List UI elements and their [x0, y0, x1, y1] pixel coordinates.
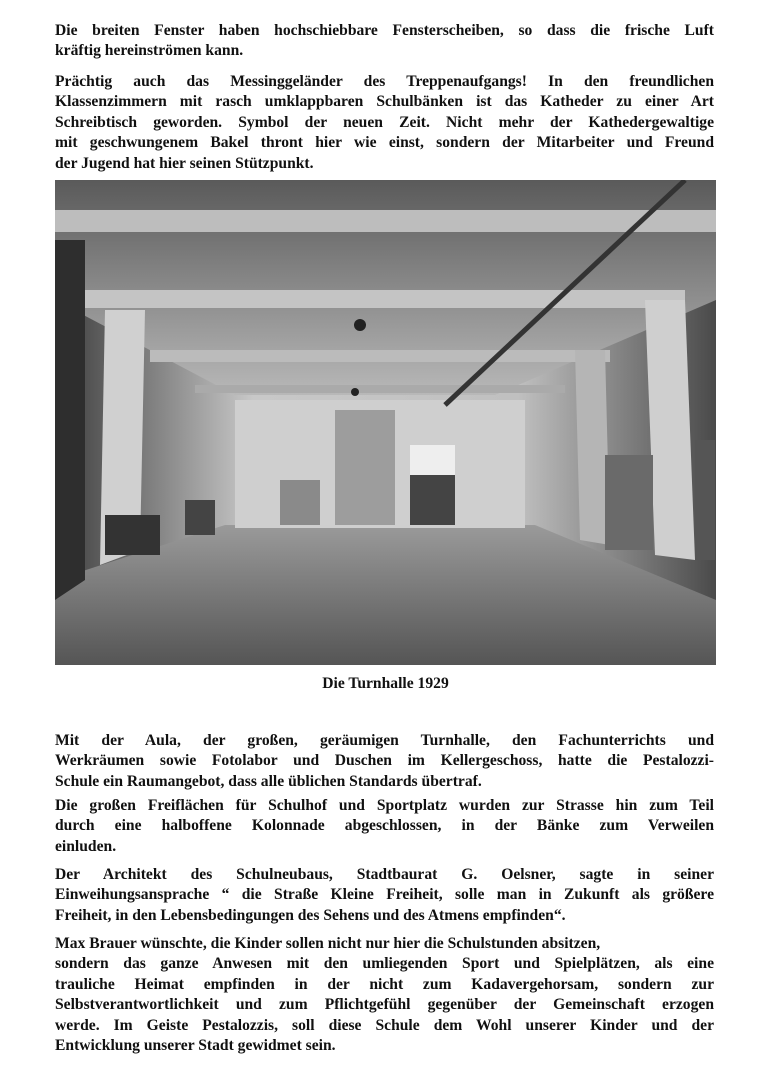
text-line: werde. Im Geiste Pestalozzis, soll diese Schule dem Wohl unserer Kinder und der [55, 1016, 714, 1034]
text-line: Schule ein Raumangebot, dass alle üblichen Standards übertraf. [55, 772, 482, 790]
text-line: Freiheit, in den Lebensbedingungen des Sehens und des Atmens empfinden“. [55, 906, 566, 924]
text-line: einluden. [55, 837, 117, 855]
paragraph-architect [55, 865, 714, 926]
text-line: mit geschwungenem Bakel thront hier wie einst, sondern der Mitarbeiter und Freund [55, 134, 714, 152]
paragraph-windows [55, 21, 714, 62]
text-line: Schreibtisch geworden. Symbol der neuen Zeit. Nicht mehr der Kathedergewaltige [55, 113, 714, 131]
text-line: der Jugend hat hier seinen Stützpunkt. [55, 154, 314, 172]
paragraph-open-spaces [55, 796, 714, 857]
photo-caption: Die Turnhalle 1929 [322, 675, 449, 692]
paragraph-classrooms [55, 72, 714, 174]
text-line: Die breiten Fenster haben hochschiebbare Fensterscheiben, so dass die frische Luft [55, 22, 714, 39]
text-line: durch eine halboffene Kolonnade abgeschlossen, in der Bänke zum Verweilen [55, 817, 714, 835]
text-line: Entwicklung unserer Stadt gewidmet sein. [55, 1037, 336, 1055]
text-line: Einweihungsansprache “ die Straße Kleine Freiheit, solle man in Zukunft als größere [55, 886, 714, 904]
text-line: Werkräumen sowie Fotolabor und Duschen im Kellergeschoss, hatte die Pestalozzi- [55, 752, 714, 770]
paragraph-max-brauer [55, 934, 714, 1056]
text-line: Die großen Freiflächen für Schulhof und Sportplatz wurden zur Strasse hin zum Teil [55, 797, 714, 814]
text-line: sondern das ganze Anwesen mit den umliegenden Sport und Spielplätzen, als eine [55, 955, 714, 973]
text-line: kräftig hereinströmen kann. [55, 42, 244, 60]
text-line: Mit der Aula, der großen, geräumigen Turnhalle, den Fachunterrichts und [55, 732, 714, 749]
text-line: Prächtig auch das Messinggeländer des Treppenaufgangs! In den freundlichen [55, 73, 714, 90]
text-line: Max Brauer wünschte, die Kinder sollen nicht nur hier die Schulstunden absitzen, [55, 935, 601, 952]
text-line: Der Architekt des Schulneubaus, Stadtbaurat G. Oelsner, sagte in seiner [55, 866, 714, 883]
text-line: trauliche Heimat empfinden in der nicht zum Kadavergehorsam, sondern zur [55, 975, 714, 993]
text-line: Klassenzimmern mit rasch umklappbaren Schulbänken ist das Katheder zu einer Art [55, 93, 714, 111]
text-line: Selbstverantwortlichkeit und zum Pflichtgefühl gegenüber der Gemeinschaft erzogen [55, 996, 714, 1014]
paragraph-rooms [55, 731, 714, 792]
gym-hall-photo [55, 180, 716, 665]
